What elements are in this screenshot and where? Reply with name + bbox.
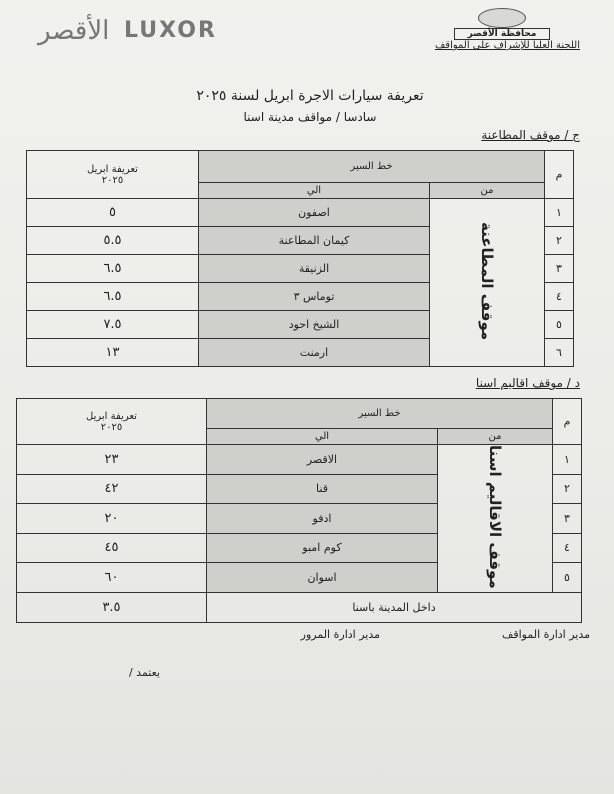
row-destination: ارمنت: [199, 339, 430, 367]
row-fare: ٦.٥: [27, 255, 199, 283]
row-index: ٢: [545, 227, 574, 255]
parking-manager-signature: مدير ادارة المواقف: [501, 628, 590, 641]
row-destination: كوم امبو: [207, 533, 438, 563]
from-station: موقف الاقاليم اسنا: [486, 445, 504, 589]
row-destination: الشيخ احود: [199, 311, 430, 339]
col-to-header: الي: [199, 183, 430, 199]
row-destination: كيمان المطاعنة: [199, 227, 430, 255]
row-destination: توماس ٣: [199, 283, 430, 311]
col-from-header: من: [438, 429, 553, 445]
row-destination: الاقصر: [207, 445, 438, 475]
row-index: ١: [545, 199, 574, 227]
col-to-header: الي: [207, 429, 438, 445]
section2-table: [16, 398, 582, 623]
fare-header-year: ٢٠٢٥: [101, 174, 124, 186]
page-subtitle: سادسا / مواقف مدينة اسنا: [243, 110, 377, 124]
section2-label: د / موقف اقاليم اسنا: [475, 376, 580, 390]
row-index: ٥: [545, 311, 574, 339]
logo-arabic-text: الأقصر: [38, 16, 110, 46]
section1-label: ج / موقف المطاعنة: [481, 128, 580, 142]
row-fare: ٢٠: [17, 504, 207, 534]
row-destination: اسوان: [207, 563, 438, 593]
row-fare: ٤٢: [17, 474, 207, 504]
committee-name: اللجنة العليا للإشراف على المواقف: [434, 40, 580, 51]
row-destination: ادفو: [207, 504, 438, 534]
row-index: ٦: [545, 339, 574, 367]
col-route-header: خط السير: [207, 399, 553, 429]
row-index: ٣: [545, 255, 574, 283]
col-index-header: م: [545, 151, 574, 199]
row-destination: الزنيقة: [199, 255, 430, 283]
inner-city-fare: ٣.٥: [17, 592, 207, 622]
logo-latin-text: LUXOR: [124, 18, 217, 43]
governorate-name: محافظة الأقصر: [454, 28, 550, 40]
approval-label: يعتمد /: [128, 666, 160, 679]
fare-header-label: تعريفة ابريل: [86, 410, 137, 422]
row-index: ٣: [553, 504, 582, 534]
row-index: ١: [553, 445, 582, 475]
row-fare: ٥.٥: [27, 227, 199, 255]
col-index-header: م: [553, 399, 582, 445]
row-index: ٤: [545, 283, 574, 311]
row-fare: ٧.٥: [27, 311, 199, 339]
from-station-cell: [430, 199, 545, 367]
row-fare: ١٣: [27, 339, 199, 367]
row-index: ٥: [553, 563, 582, 593]
row-index: ٢: [553, 474, 582, 504]
col-fare-header: [27, 151, 199, 199]
fare-header-year: ٢٠٢٥: [100, 421, 123, 433]
row-fare: ٥: [27, 199, 199, 227]
row-destination: اصفون: [199, 199, 430, 227]
row-fare: ٦.٥: [27, 283, 199, 311]
governorate-seal-icon: [478, 8, 526, 28]
inner-city-route: داخل المدينة باسنا: [207, 592, 582, 622]
from-station-cell: [438, 445, 553, 593]
traffic-manager-signature: مدير ادارة المرور: [300, 628, 380, 641]
luxor-logo: [38, 14, 217, 54]
row-destination: قنا: [207, 474, 438, 504]
page-title: تعريفة سيارات الاجرة ابريل لسنة ٢٠٢٥: [196, 88, 424, 104]
row-fare: ٤٥: [17, 533, 207, 563]
row-fare: ٢٣: [17, 445, 207, 475]
row-index: ٤: [553, 533, 582, 563]
fare-header-label: تعريفة ابريل: [87, 163, 138, 175]
col-from-header: من: [430, 183, 545, 199]
col-fare-header: [17, 399, 207, 445]
section1-table: [26, 150, 574, 367]
col-route-header: خط السير: [199, 151, 545, 183]
from-station: موقف المطاعنة: [478, 221, 496, 341]
row-fare: ٦٠: [17, 563, 207, 593]
